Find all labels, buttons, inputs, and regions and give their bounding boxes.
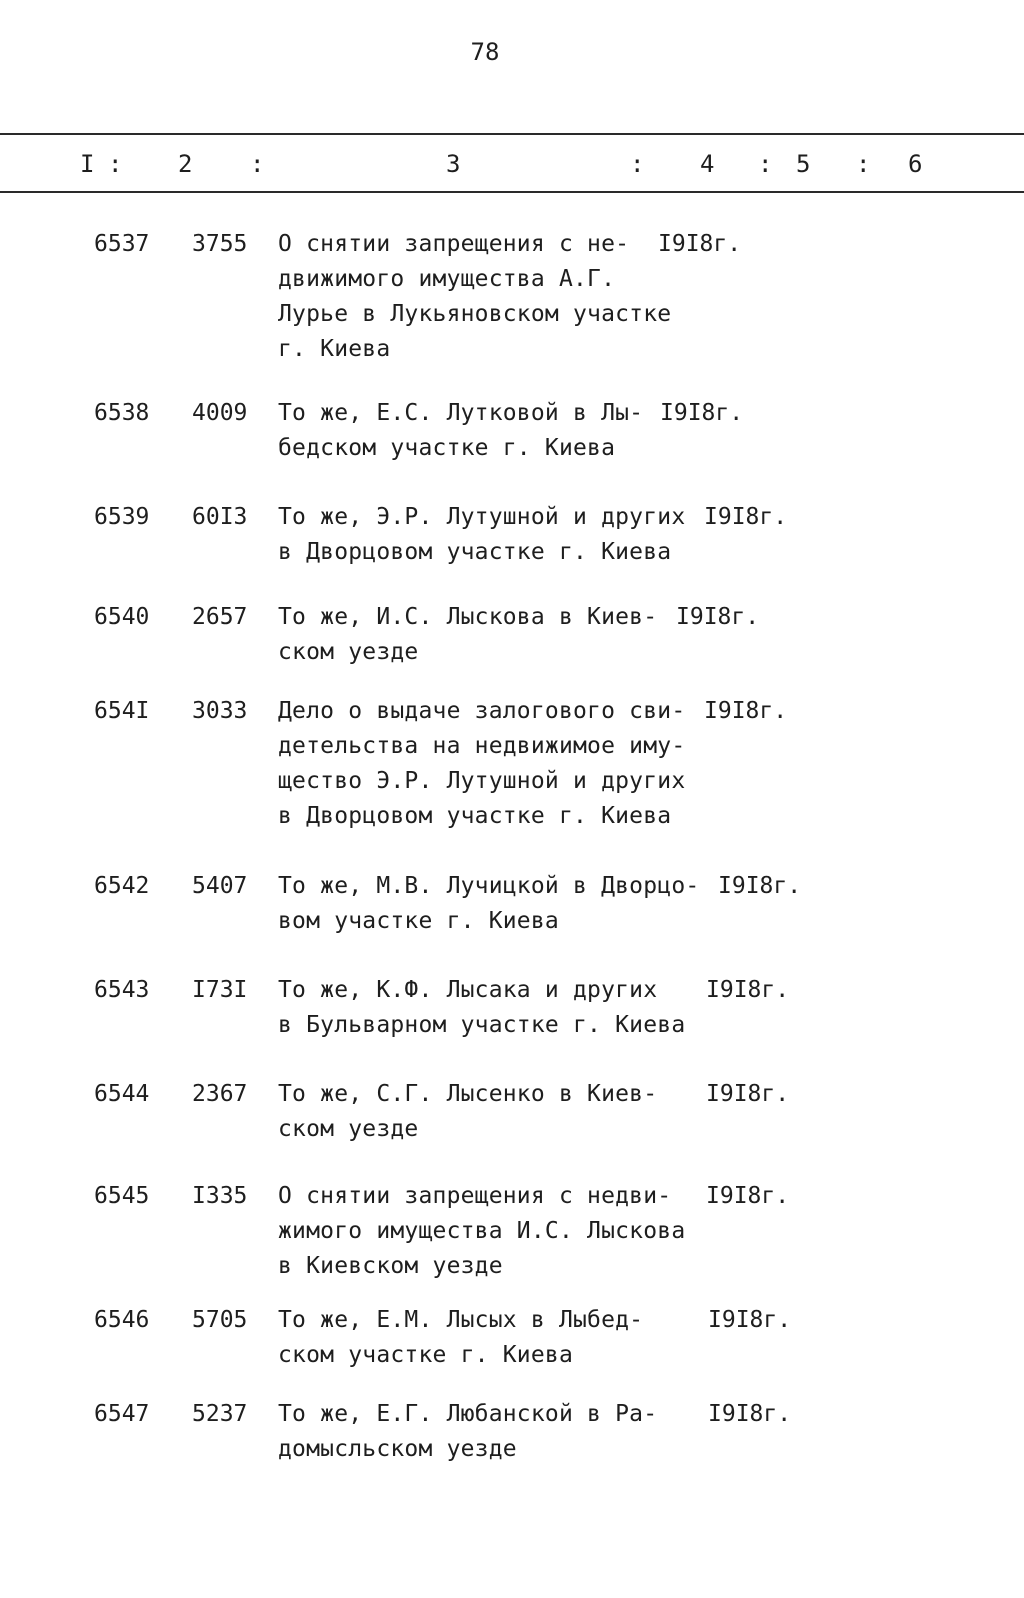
header-col-2: 2 <box>178 150 193 178</box>
description-line: в Киевском уезде <box>278 1253 503 1279</box>
description-line: То же, С.Г. Лысенко в Киев- <box>278 1081 658 1107</box>
description-line: г. Киева <box>278 336 391 362</box>
record-description <box>278 600 657 670</box>
file-number: 5407 <box>192 873 248 899</box>
record-year: I9I8г. <box>658 231 742 257</box>
header-top-rule <box>0 133 1024 135</box>
description-line: щество Э.Р. Лутушной и других <box>278 768 686 794</box>
description-line: в Дворцовом участке г. Киева <box>278 803 672 829</box>
description-line: жимого имущества И.С. Лыскова <box>278 1218 686 1244</box>
description-line: ском уезде <box>278 639 419 665</box>
record-number: 6546 <box>94 1307 150 1333</box>
file-number: 2367 <box>192 1081 248 1107</box>
record-description <box>278 1303 643 1373</box>
description-line: То же, М.В. Лучицкой в Дворцо- <box>278 873 700 899</box>
header-separator: : <box>856 150 871 178</box>
record-year: I9I8г. <box>704 504 788 530</box>
description-line: То же, Е.М. Лысых в Лыбед- <box>278 1307 644 1333</box>
description-line: О снятии запрещения с недви- <box>278 1183 672 1209</box>
page-number: 78 <box>470 38 500 66</box>
record-number: 6540 <box>94 604 150 630</box>
record-number: 654I <box>94 698 150 724</box>
record-year: I9I8г. <box>706 977 790 1003</box>
record-description <box>278 1179 685 1284</box>
record-description <box>278 500 685 570</box>
description-line: То же, Е.С. Лутковой в Лы- <box>278 400 644 426</box>
description-line: То же, И.С. Лыскова в Киев- <box>278 604 658 630</box>
record-number: 6543 <box>94 977 150 1003</box>
description-line: ском уезде <box>278 1116 419 1142</box>
record-number: 6547 <box>94 1401 150 1427</box>
record-year: I9I8г. <box>660 400 744 426</box>
description-line: То же, Е.Г. Любанской в Ра- <box>278 1401 658 1427</box>
record-description <box>278 973 685 1043</box>
record-year: I9I8г. <box>704 698 788 724</box>
file-number: I335 <box>192 1183 248 1209</box>
description-line: О снятии запрещения с не- <box>278 231 630 257</box>
header-col-6: 6 <box>908 150 923 178</box>
record-number: 6544 <box>94 1081 150 1107</box>
description-line: детельства на недвижимое иму- <box>278 733 686 759</box>
record-year: I9I8г. <box>718 873 802 899</box>
record-description <box>278 1077 657 1147</box>
file-number: 5237 <box>192 1401 248 1427</box>
description-line: движимого имущества А.Г. <box>278 266 616 292</box>
description-line: То же, Э.Р. Лутушной и других <box>278 504 686 530</box>
description-line: ском участке г. Киева <box>278 1342 573 1368</box>
file-number: 4009 <box>192 400 248 426</box>
record-description <box>278 227 671 367</box>
file-number: 2657 <box>192 604 248 630</box>
record-year: I9I8г. <box>676 604 760 630</box>
description-line: Лурье в Лукьяновском участке <box>278 301 672 327</box>
header-col-5: 5 <box>796 150 811 178</box>
record-description <box>278 1397 657 1467</box>
header-separator: : <box>630 150 645 178</box>
record-number: 6542 <box>94 873 150 899</box>
header-separator: : <box>250 150 265 178</box>
header-col-3: 3 <box>446 150 461 178</box>
record-description <box>278 869 699 939</box>
file-number: 5705 <box>192 1307 248 1333</box>
header-col-4: 4 <box>700 150 715 178</box>
record-year: I9I8г. <box>708 1307 792 1333</box>
description-line: То же, К.Ф. Лысака и других <box>278 977 658 1003</box>
description-line: в Бульварном участке г. Киева <box>278 1012 686 1038</box>
record-description <box>278 396 643 466</box>
record-year: I9I8г. <box>706 1081 790 1107</box>
file-number: 3033 <box>192 698 248 724</box>
description-line: Дело о выдаче залогового сви- <box>278 698 686 724</box>
record-number: 6538 <box>94 400 150 426</box>
record-number: 6537 <box>94 231 150 257</box>
header-separator: : <box>758 150 773 178</box>
file-number: I73I <box>192 977 248 1003</box>
record-number: 6539 <box>94 504 150 530</box>
record-year: I9I8г. <box>706 1183 790 1209</box>
record-year: I9I8г. <box>708 1401 792 1427</box>
file-number: 3755 <box>192 231 248 257</box>
description-line: домысльском уезде <box>278 1436 517 1462</box>
file-number: 60I3 <box>192 504 248 530</box>
header-bottom-rule <box>0 191 1024 193</box>
header-col-1: I <box>80 150 95 178</box>
description-line: в Дворцовом участке г. Киева <box>278 539 672 565</box>
description-line: вом участке г. Киева <box>278 908 559 934</box>
header-separator: : <box>108 150 123 178</box>
record-number: 6545 <box>94 1183 150 1209</box>
description-line: бедском участке г. Киева <box>278 435 616 461</box>
record-description <box>278 694 685 834</box>
